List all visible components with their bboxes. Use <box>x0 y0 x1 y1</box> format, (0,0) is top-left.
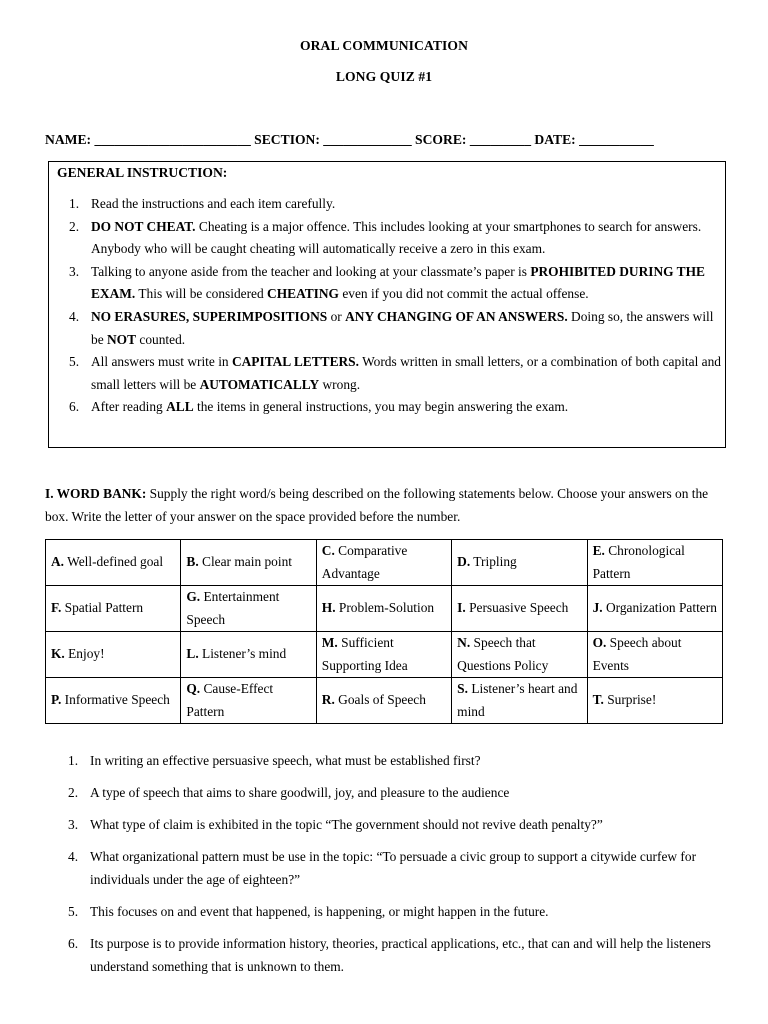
instruction-number: 1. <box>69 196 80 211</box>
questions-list <box>45 749 735 987</box>
question-number: 5. <box>68 904 79 919</box>
page-subtitle: LONG QUIZ #1 <box>335 69 433 84</box>
word-bank-cell <box>452 540 587 586</box>
choice-letter: R. <box>321 692 335 708</box>
word-bank-row <box>46 678 723 724</box>
question-text: Its purpose is to provide information history, theories, practical applications, etc., that can and will help the listeners understand something that is unknown to them. <box>90 936 711 974</box>
question-number: 4. <box>68 849 79 864</box>
choice-text: Entertainment Speech <box>186 589 280 627</box>
question-text: What organizational pattern must be use in the topic: “To persuade a civic group to support a citywide curfew for individuals under the age of eighteen?” <box>90 849 697 887</box>
word-bank-cell <box>452 678 587 724</box>
choice-letter: D. <box>457 554 471 570</box>
choice-letter: I. <box>457 600 466 616</box>
question-number: 2. <box>68 785 79 800</box>
choice-letter: P. <box>51 692 62 708</box>
choice-letter: L. <box>186 646 199 662</box>
general-instructions-box <box>48 161 726 448</box>
choice-text: Sufficient Supporting Idea <box>321 635 408 673</box>
word-bank-cell <box>181 678 316 724</box>
question-text: A type of speech that aims to share goodwill, joy, and pleasure to the audience <box>90 785 510 800</box>
choice-letter: A. <box>51 554 65 570</box>
choice-letter: C. <box>321 543 335 558</box>
word-bank-cell <box>587 586 722 632</box>
word-bank-cell <box>316 632 451 678</box>
choice-letter: H. <box>321 600 336 616</box>
choice-text: Listener’s heart and mind <box>457 681 578 719</box>
page-title: ORAL COMMUNICATION <box>299 38 469 53</box>
word-bank-row <box>46 540 723 586</box>
instruction-item <box>49 261 721 306</box>
choice-letter: T. <box>592 692 604 708</box>
question-item <box>45 813 735 836</box>
question-number: 6. <box>68 936 79 951</box>
instructions-list <box>49 193 721 419</box>
question-number: 3. <box>68 817 79 832</box>
word-bank-row <box>46 586 723 632</box>
choice-text: Informative Speech <box>61 692 170 708</box>
instruction-item <box>49 351 721 396</box>
choice-text: Clear main point <box>198 554 293 570</box>
choice-text: Chronological Pattern <box>592 543 685 581</box>
question-text: What type of claim is exhibited in the topic “The government should not revive death penalty?” <box>90 817 603 832</box>
word-bank-cell <box>452 586 587 632</box>
word-bank-cell <box>181 586 316 632</box>
choice-text: Problem-Solution <box>335 600 435 616</box>
word-bank-row <box>46 632 723 678</box>
choice-letter: G. <box>186 589 201 604</box>
word-bank-cell <box>46 632 181 678</box>
instruction-text: NO ERASURES, SUPERIMPOSITIONS or ANY CHANGING OF AN ANSWERS. Doing so, the answers will be NOT counted. <box>91 308 714 347</box>
choice-letter: M. <box>321 635 338 650</box>
instruction-text: DO NOT CHEAT. Cheating is a major offence. This includes looking at your smartphones to search for answers. Anybody who will be caught cheating will automatically receive a zero in this exam. <box>91 218 702 257</box>
word-bank-cell <box>587 540 722 586</box>
choice-letter: S. <box>457 681 468 696</box>
choice-letter: J. <box>592 600 603 616</box>
instruction-number: 4. <box>69 308 80 324</box>
instruction-text: After reading ALL the items in general instructions, you may begin answering the exam. <box>91 399 569 415</box>
choice-letter: E. <box>592 543 605 558</box>
word-bank-cell <box>316 678 451 724</box>
choice-text: Listener’s mind <box>198 646 287 662</box>
question-item <box>45 932 735 978</box>
choice-letter: Q. <box>186 681 201 696</box>
word-bank-cell <box>181 540 316 586</box>
word-bank-cell <box>587 632 722 678</box>
question-item <box>45 900 735 923</box>
word-bank-cell <box>181 632 316 678</box>
instruction-number: 3. <box>69 263 80 279</box>
word-bank-cell <box>587 678 722 724</box>
choice-text: Well-defined goal <box>64 554 164 570</box>
instruction-text: Talking to anyone aside from the teacher and looking at your classmate’s paper is PROHIBITED DURING THE EXAM. This will be considered CHEATING even if you did not commit the actual offense. <box>91 263 705 302</box>
question-text: This focuses on and event that happened, is happening, or might happen in the future. <box>90 904 549 919</box>
instruction-number: 5. <box>69 354 80 370</box>
instruction-item <box>49 193 721 216</box>
choice-text: Speech that Questions Policy <box>457 635 549 673</box>
instruction-item <box>49 396 721 419</box>
word-bank-instructions: Supply the right word/s being described on the following statements below. Choose your answers on the box. Write the letter of your answer on the space provided before the number. <box>45 486 709 524</box>
choice-text: Cause-Effect Pattern <box>186 681 274 719</box>
instruction-item <box>49 216 721 261</box>
word-bank-cell <box>46 586 181 632</box>
word-bank-description <box>45 482 730 528</box>
choice-letter: F. <box>51 600 62 616</box>
question-item <box>45 845 735 891</box>
choice-text: Spatial Pattern <box>61 600 144 616</box>
choice-text: Comparative Advantage <box>321 543 408 581</box>
choice-letter: B. <box>186 554 199 570</box>
choice-letter: K. <box>51 646 65 662</box>
instruction-number: 6. <box>69 399 80 415</box>
choice-text: Persuasive Speech <box>465 600 569 616</box>
choice-text: Enjoy! <box>64 646 105 662</box>
question-item <box>45 781 735 804</box>
instruction-text: All answers must write in CAPITAL LETTERS. Words written in small letters, or a combination of both capital and small letters will be AUTOMATICALLY wrong. <box>91 354 721 392</box>
choice-letter: N. <box>457 635 471 650</box>
word-bank-table <box>45 539 723 724</box>
choice-text: Tripling <box>470 554 517 570</box>
choice-text: Goals of Speech <box>334 692 426 708</box>
instruction-text: Read the instructions and each item carefully. <box>91 196 336 211</box>
instructions-heading: GENERAL INSTRUCTION: <box>57 165 228 180</box>
question-text: In writing an effective persuasive speech, what must be established first? <box>90 753 481 768</box>
choice-text: Speech about Events <box>592 635 682 673</box>
instruction-number: 2. <box>69 218 80 234</box>
choice-letter: O. <box>592 635 607 650</box>
word-bank-cell <box>46 540 181 586</box>
student-info-line: NAME: _______________________ SECTION: _____________ SCORE: _________ DATE: ___________ <box>45 132 654 147</box>
word-bank-heading: I. WORD BANK: <box>45 486 147 501</box>
question-item <box>45 749 735 772</box>
word-bank-cell <box>452 632 587 678</box>
word-bank-cell <box>316 586 451 632</box>
word-bank-cell <box>46 678 181 724</box>
word-bank-cell <box>316 540 451 586</box>
choice-text: Surprise! <box>603 692 657 708</box>
instruction-item <box>49 306 721 351</box>
question-number: 1. <box>68 753 79 768</box>
choice-text: Organization Pattern <box>602 600 717 616</box>
